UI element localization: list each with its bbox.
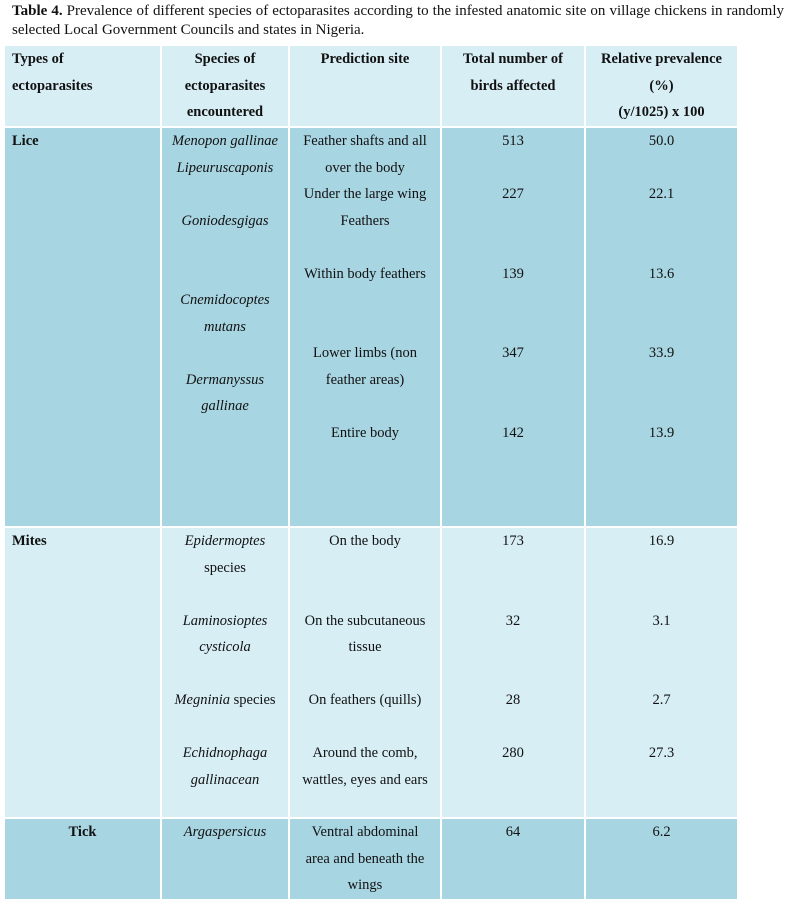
- header-total: Total number of birds affected: [441, 45, 585, 127]
- table-row-tick: [4, 818, 738, 900]
- table-caption: [12, 2, 784, 40]
- species-cell: Argaspersicus: [161, 818, 289, 900]
- header-species: Species of ectoparasites encountered: [161, 45, 289, 127]
- type-cell: Tick: [4, 818, 161, 900]
- type-cell: Mites: [4, 527, 161, 818]
- type-cell: Lice: [4, 127, 161, 527]
- header-types: Types of ectoparasites: [4, 45, 161, 127]
- header-prevalence: Relative prevalence (%) (y/1025) x 100: [585, 45, 738, 127]
- caption-text: Prevalence of different species of ectoparasites according to the infested anatomic site on village chickens in randomly selected Local Government Councils and states in Nigeria.: [12, 3, 785, 38]
- site-cell: Feather shafts and all over the body Under the large wing Feathers Within body feathers Lower limbs (non feather areas) Entire body: [289, 127, 441, 527]
- total-cell: 513 227 139 347 142: [441, 127, 585, 527]
- total-cell: 64: [441, 818, 585, 900]
- species-cell: Epidermoptes species Laminosioptes cysticola Megninia species Echidnophaga gallinacean: [161, 527, 289, 818]
- table-row-mites: [4, 527, 738, 818]
- site-cell: Ventral abdominal area and beneath the wings: [289, 818, 441, 900]
- table-row-lice: [4, 127, 738, 527]
- prevalence-cell: 50.0 22.1 13.6 33.9 13.9: [585, 127, 738, 527]
- ectoparasite-table: [3, 44, 739, 901]
- total-cell: 173 32 28 280: [441, 527, 585, 818]
- prevalence-cell: 16.9 3.1 2.7 27.3: [585, 527, 738, 818]
- header-row: [4, 45, 738, 127]
- species-cell: Menopon gallinae Lipeuruscaponis Goniodesgigas Cnemidocoptes mutans Dermanyssus gallinae: [161, 127, 289, 527]
- caption-label: Table 4.: [12, 3, 63, 19]
- header-site: Prediction site: [289, 45, 441, 127]
- prevalence-cell: 6.2: [585, 818, 738, 900]
- site-cell: On the body On the subcutaneous tissue On feathers (quills) Around the comb, wattles, eyes and ears: [289, 527, 441, 818]
